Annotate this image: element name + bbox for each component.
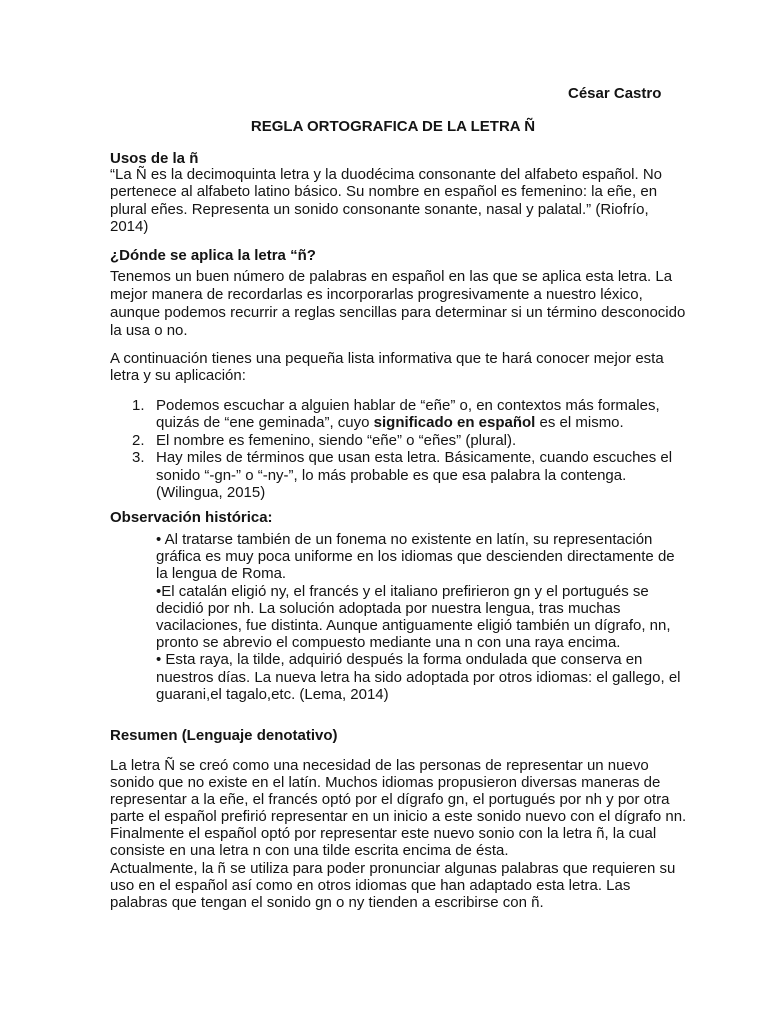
text-line: La letra Ñ se creó como una necesidad de las personas de representar un nuevo (110, 757, 649, 774)
text-line: sonido que no existe en el latín. Muchos idiomas propusieron diversas maneras de (110, 774, 661, 792)
usos-paragraph (110, 166, 670, 236)
text-line: letra y su aplicación: (110, 367, 246, 385)
text-line: decidió por nh. La solución adoptada por nuestra lengua, tras muchas (156, 599, 621, 617)
section-heading-donde: ¿Dónde se aplica la letra “ñ? (110, 247, 316, 264)
text-line: Podemos escuchar a alguien hablar de “eñe” o, en contextos más formales, (156, 397, 660, 414)
text-line: Tenemos un buen número de palabras en español en las que se aplica esta letra. La (110, 268, 673, 285)
text-line: “La Ñ es la decimoquinta letra y la duodécima consonante del alfabeto español. No (110, 166, 663, 183)
text-line: uso en el español así como en otros idiomas que han adaptado esta letra. Las (110, 876, 631, 894)
section-heading-resumen: Resumen (Lenguaje denotativo) (110, 727, 338, 744)
text-line: aunque podemos recurrir a reglas sencillas para determinar si un término desconocido (110, 304, 686, 321)
text-line: mejor manera de recordarlas es incorporarlas progresivamente a nuestro léxico, (110, 286, 643, 303)
text-line: Finalmente el español optó por representar este nuevo sonio con la letra ñ, la cual (110, 825, 657, 843)
text-line: A continuación tienes una pequeña lista informativa que te hará conocer mejor esta (110, 350, 664, 367)
text-line: palabras que tengan el sonido gn o ny tienden a escribirse con ñ. (110, 893, 544, 911)
text-line: plural eñes. Representa un sonido consonante sonante, nasal y palatal.” (Riofrío, (110, 200, 649, 218)
list-item (110, 397, 670, 432)
list-item (110, 449, 673, 502)
text-line: nuestros días. La nueva letra ha sido adoptada por otros idiomas: el gallego, el (156, 668, 681, 686)
text-line: guarani,el tagalo,etc. (Lema, 2014) (156, 685, 389, 703)
text-line: • Esta raya, la tilde, adquirió después la forma ondulada que conserva en (156, 651, 643, 669)
section-heading-observacion: Observación histórica: (110, 509, 273, 526)
text-segment: quizás de “ene geminada”, cuyo (156, 414, 374, 432)
author-name: César Castro (568, 85, 662, 102)
text-line: sonido “-gn-” o “-ny-”, lo más probable es que esa palabra la contenga. (156, 466, 627, 484)
resumen-paragraph (110, 757, 687, 911)
text-line: vacilaciones, fue distinta. Aunque antiguamente eligió también un dígrafo, nn, (156, 617, 671, 635)
text-line: pronto se abrevio el compuesto mediante una n con una raya encima. (156, 634, 621, 652)
text-line: la usa o no. (110, 322, 188, 339)
text-line: (Wilingua, 2015) (156, 484, 266, 502)
text-line: 2014) (110, 218, 149, 236)
observacion-paragraph (156, 531, 681, 703)
section-heading-usos: Usos de la ñ (110, 150, 199, 167)
bold-term: significado en español (373, 414, 536, 432)
text-line: parte el español prefirió representar en un inicio a este sonido nuevo con el dígrafo nn. (110, 808, 687, 826)
text-line: • Al tratarse también de un fonema no existente en latín, su representación (156, 531, 653, 548)
donde-paragraph (110, 268, 686, 340)
text-line: Actualmente, la ñ se utiliza para poder pronunciar algunas palabras que requieren su (110, 859, 676, 877)
numbered-list (110, 397, 673, 502)
text-segment: es el mismo. (535, 414, 624, 432)
text-line: •El catalán eligió ny, el francés y el italiano prefirieron gn y el portugués se (156, 582, 649, 600)
text-line (156, 414, 670, 431)
list-number: 3. (132, 449, 145, 467)
list-item (110, 432, 670, 449)
list-number: 1. (132, 397, 145, 414)
text-line: pertenece al alfabeto latino básico. Su nombre en español es femenino: la eñe, en (110, 183, 658, 201)
text-line: Hay miles de términos que usan esta letra. Básicamente, cuando escuches el (156, 449, 673, 467)
intro-paragraph (110, 350, 670, 385)
text-line: representar a la eñe, el francés optó por el dígrafo gn, el portugués por nh y por otra (110, 791, 670, 809)
document-title: REGLA ORTOGRAFICA DE LA LETRA Ñ (250, 118, 536, 135)
text-line: gráfica es muy poca uniforme en los idiomas que descienden directamente de (156, 548, 675, 566)
text-line: El nombre es femenino, siendo “eñe” o “eñes” (plural). (156, 431, 517, 449)
text-line: la lengua de Roma. (156, 565, 287, 583)
list-number: 2. (132, 431, 145, 449)
text-line: consiste en una letra n con una tilde escrita encima de ésta. (110, 842, 509, 860)
